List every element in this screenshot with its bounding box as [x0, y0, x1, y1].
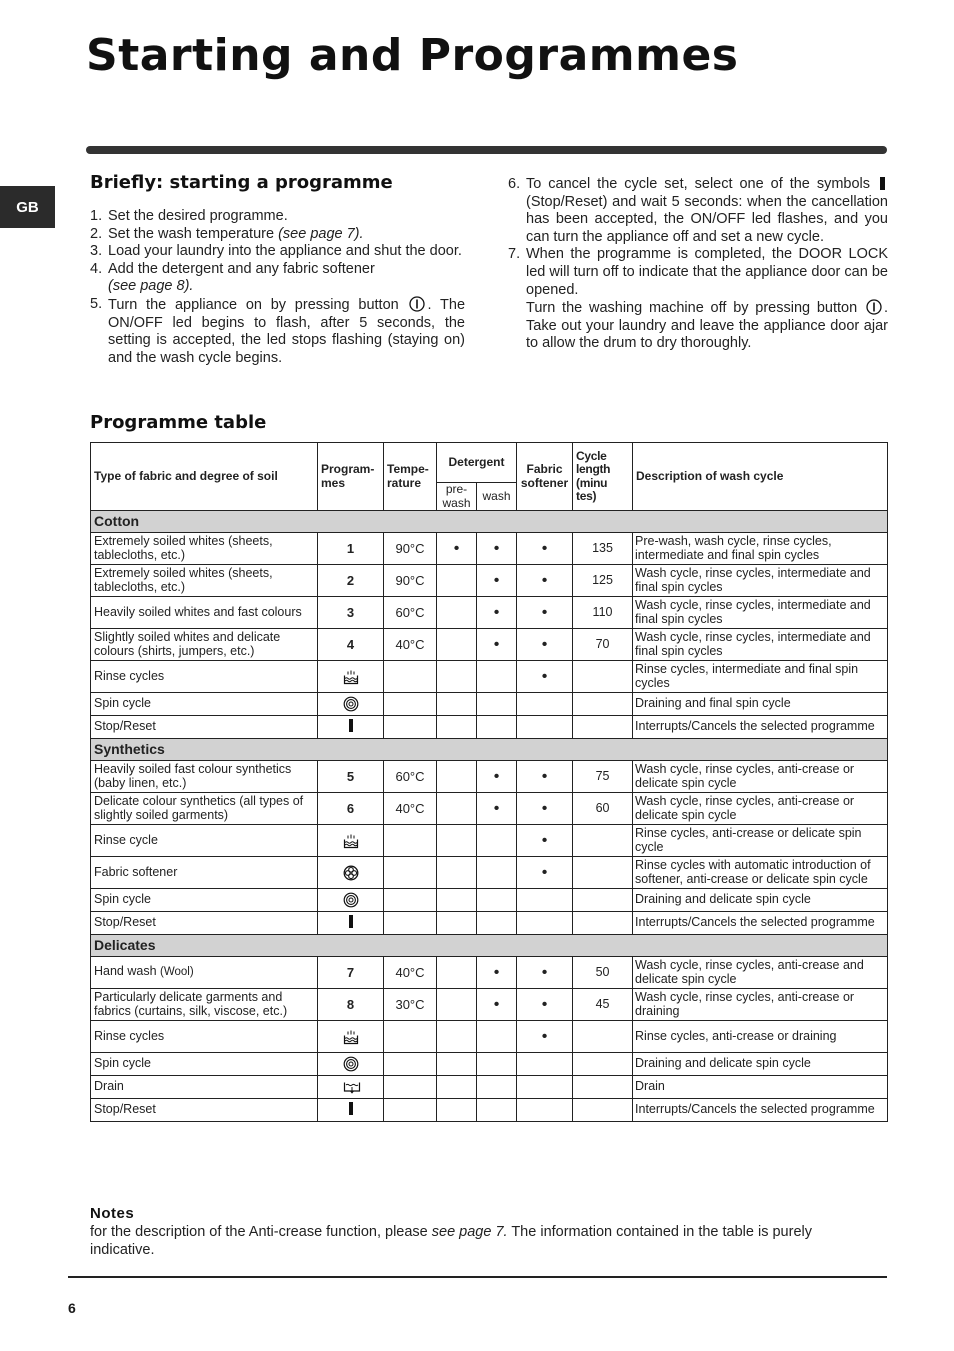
spin-icon [343, 1056, 359, 1072]
fabric-cell: Rinse cycles [91, 661, 318, 693]
softener-cell: • [517, 857, 573, 889]
table-row [91, 957, 888, 989]
softener-cell: • [517, 661, 573, 693]
language-tab: GB [0, 186, 55, 228]
programme-cell [318, 693, 384, 716]
drain-icon [343, 1079, 359, 1095]
wash-cell [477, 1099, 517, 1122]
prewash-cell [437, 761, 477, 793]
cycle-length-cell [573, 693, 633, 716]
cycle-length-cell: 125 [573, 565, 633, 597]
temperature-cell: 90°C [384, 565, 437, 597]
header-prewash: pre-wash [437, 483, 477, 511]
rinse-icon [343, 669, 359, 685]
spin-icon [343, 696, 359, 712]
temperature-cell [384, 693, 437, 716]
description-cell: Drain [633, 1076, 888, 1099]
temperature-cell: 40°C [384, 957, 437, 989]
steps-list-left [90, 208, 465, 367]
header-programmes: Program-mes [318, 443, 384, 511]
temperature-cell [384, 912, 437, 935]
temperature-cell: 60°C [384, 761, 437, 793]
temperature-cell: 40°C [384, 793, 437, 825]
softener-cell: • [517, 825, 573, 857]
steps-list-right [508, 176, 888, 353]
prewash-cell [437, 825, 477, 857]
temperature-cell [384, 1053, 437, 1076]
step-4: 4. Add the detergent and any fabric softener (see page 8). [90, 260, 375, 295]
programme-table [90, 442, 888, 1122]
table-row [91, 989, 888, 1021]
description-cell: Draining and delicate spin cycle [633, 889, 888, 912]
cycle-length-cell [573, 661, 633, 693]
fabric-cell: Heavily soiled whites and fast colours [91, 597, 318, 629]
table-row [91, 761, 888, 793]
wash-cell: • [477, 565, 517, 597]
temperature-cell: 60°C [384, 597, 437, 629]
programme-cell [318, 1099, 384, 1122]
temperature-cell [384, 1021, 437, 1053]
header-fabric-softener: Fabric softener [517, 443, 573, 511]
table-row [91, 716, 888, 739]
prewash-cell [437, 857, 477, 889]
cycle-length-cell [573, 1076, 633, 1099]
footer-rule [68, 1276, 887, 1278]
prewash-cell [437, 1076, 477, 1099]
prewash-cell [437, 889, 477, 912]
description-cell: Wash cycle, rinse cycles, anti-crease or delicate spin cycle [633, 793, 888, 825]
power-button-icon [409, 296, 425, 312]
wash-cell [477, 1021, 517, 1053]
description-cell: Rinse cycles with automatic introduction of softener, anti-crease or delicate spin cycle [633, 857, 888, 889]
briefly-right-column [508, 176, 888, 353]
rinse-icon [343, 833, 359, 849]
temperature-cell: 40°C [384, 629, 437, 661]
description-cell: Interrupts/Cancels the selected programme [633, 1099, 888, 1122]
description-cell: Draining and delicate spin cycle [633, 1053, 888, 1076]
softener-cell [517, 889, 573, 912]
temperature-cell [384, 1076, 437, 1099]
cycle-length-cell [573, 825, 633, 857]
cycle-length-cell: 70 [573, 629, 633, 661]
wash-cell [477, 661, 517, 693]
prewash-cell [437, 565, 477, 597]
section-row-cotton [91, 511, 888, 533]
table-row [91, 1099, 888, 1122]
temperature-cell: 30°C [384, 989, 437, 1021]
prewash-cell [437, 989, 477, 1021]
header-wash: wash [477, 483, 517, 511]
softener-cell: • [517, 1021, 573, 1053]
prewash-cell: • [437, 533, 477, 565]
table-row [91, 565, 888, 597]
section-title: Cotton [91, 511, 888, 533]
fabric-cell: Rinse cycles [91, 1021, 318, 1053]
wash-cell [477, 912, 517, 935]
description-cell: Interrupts/Cancels the selected programme [633, 912, 888, 935]
header-temperature: Tempe-rature [384, 443, 437, 511]
temperature-cell [384, 1099, 437, 1122]
fabric-cell: Hand wash (Wool) [91, 957, 318, 989]
description-cell: Pre-wash, wash cycle, rinse cycles, intermediate and final spin cycles [633, 533, 888, 565]
prewash-cell [437, 1021, 477, 1053]
prewash-cell [437, 693, 477, 716]
programme-cell [318, 1021, 384, 1053]
description-cell: Draining and final spin cycle [633, 693, 888, 716]
stop-reset-icon [343, 719, 359, 735]
cycle-length-cell [573, 912, 633, 935]
prewash-cell [437, 1099, 477, 1122]
section-row-synthetics [91, 739, 888, 761]
prewash-cell [437, 912, 477, 935]
temperature-cell [384, 716, 437, 739]
section-row-delicates [91, 935, 888, 957]
programme-cell: 1 [318, 533, 384, 565]
programme-cell [318, 825, 384, 857]
wash-cell [477, 716, 517, 739]
softener-cell: • [517, 761, 573, 793]
programme-cell [318, 1053, 384, 1076]
softener-cell [517, 1076, 573, 1099]
step-7: 7. When the programme is completed, the DOOR LOCK led will turn off to indicate that the appliance door can be opened. Turn the washing machine off by pressing button . Take out your laundry and leave the appliance door ajar to allow the drum to dry thoroughly. [508, 246, 888, 352]
cycle-length-cell: 110 [573, 597, 633, 629]
wash-cell: • [477, 597, 517, 629]
wash-cell: • [477, 629, 517, 661]
description-cell: Wash cycle, rinse cycles, anti-crease and delicate spin cycle [633, 957, 888, 989]
wash-cell [477, 857, 517, 889]
header-fabric: Type of fabric and degree of soil [91, 443, 318, 511]
programme-cell [318, 716, 384, 739]
fabric-cell: Spin cycle [91, 1053, 318, 1076]
programme-cell [318, 857, 384, 889]
softener-cell: • [517, 565, 573, 597]
temperature-cell [384, 825, 437, 857]
wash-cell: • [477, 957, 517, 989]
description-cell: Rinse cycles, anti-crease or delicate spin cycle [633, 825, 888, 857]
page-title: Starting and Programmes [86, 30, 739, 81]
fabric-cell: Rinse cycle [91, 825, 318, 857]
fabric-cell: Drain [91, 1076, 318, 1099]
title-rule [86, 146, 887, 154]
description-cell: Wash cycle, rinse cycles, intermediate and final spin cycles [633, 565, 888, 597]
softener-cell [517, 912, 573, 935]
fabric-cell: Stop/Reset [91, 716, 318, 739]
description-cell: Wash cycle, rinse cycles, anti-crease or delicate spin cycle [633, 761, 888, 793]
wash-cell: • [477, 989, 517, 1021]
table-row [91, 597, 888, 629]
header-detergent: Detergent [437, 443, 517, 483]
notes [90, 1205, 880, 1259]
table-row [91, 1076, 888, 1099]
fabric-softener-icon [343, 865, 359, 881]
fabric-cell: Spin cycle [91, 889, 318, 912]
temperature-cell [384, 857, 437, 889]
cycle-length-cell [573, 889, 633, 912]
fabric-cell: Slightly soiled whites and delicate colours (shirts, jumpers, etc.) [91, 629, 318, 661]
stop-reset-icon [880, 177, 885, 190]
softener-cell: • [517, 957, 573, 989]
programme-cell: 6 [318, 793, 384, 825]
table-row [91, 661, 888, 693]
description-cell: Rinse cycles, intermediate and final spin cycles [633, 661, 888, 693]
prewash-cell [437, 629, 477, 661]
table-row [91, 825, 888, 857]
programme-cell [318, 912, 384, 935]
prewash-cell [437, 597, 477, 629]
temperature-cell [384, 661, 437, 693]
table-row [91, 889, 888, 912]
cycle-length-cell: 45 [573, 989, 633, 1021]
softener-cell [517, 716, 573, 739]
temperature-cell: 90°C [384, 533, 437, 565]
programme-table-body [91, 511, 888, 1122]
description-cell: Wash cycle, rinse cycles, anti-crease or draining [633, 989, 888, 1021]
step-1: 1. Set the desired programme. [90, 208, 288, 224]
programme-cell: 8 [318, 989, 384, 1021]
wash-cell: • [477, 761, 517, 793]
wash-cell [477, 1076, 517, 1099]
fabric-cell: Extremely soiled whites (sheets, tablecloths, etc.) [91, 533, 318, 565]
programme-table-heading: Programme table [90, 412, 267, 433]
cycle-length-cell [573, 857, 633, 889]
notes-title: Notes [90, 1205, 135, 1222]
prewash-cell [437, 1053, 477, 1076]
description-cell: Rinse cycles, anti-crease or draining [633, 1021, 888, 1053]
cycle-length-cell [573, 716, 633, 739]
description-cell: Wash cycle, rinse cycles, intermediate and final spin cycles [633, 629, 888, 661]
table-row [91, 912, 888, 935]
header-cycle-length: Cycle length (minu tes) [573, 443, 633, 511]
programme-cell: 4 [318, 629, 384, 661]
briefly-left-column [90, 172, 465, 367]
softener-cell: • [517, 793, 573, 825]
wash-cell [477, 693, 517, 716]
prewash-cell [437, 661, 477, 693]
cycle-length-cell: 60 [573, 793, 633, 825]
table-row [91, 693, 888, 716]
stop-reset-icon [343, 915, 359, 931]
prewash-cell [437, 957, 477, 989]
step-2: 2. Set the wash temperature (see page 7). [90, 225, 364, 242]
cycle-length-cell: 135 [573, 533, 633, 565]
fabric-cell: Fabric softener [91, 857, 318, 889]
programme-cell: 5 [318, 761, 384, 793]
description-cell: Wash cycle, rinse cycles, intermediate and final spin cycles [633, 597, 888, 629]
rinse-icon [343, 1029, 359, 1045]
programme-cell [318, 1076, 384, 1099]
fabric-cell: Extremely soiled whites (sheets, tablecloths, etc.) [91, 565, 318, 597]
table-row [91, 793, 888, 825]
header-description: Description of wash cycle [633, 443, 888, 511]
fabric-cell: Stop/Reset [91, 912, 318, 935]
cycle-length-cell: 50 [573, 957, 633, 989]
table-row [91, 857, 888, 889]
programme-cell: 7 [318, 957, 384, 989]
programme-cell: 3 [318, 597, 384, 629]
fabric-cell: Stop/Reset [91, 1099, 318, 1122]
wash-cell [477, 889, 517, 912]
cycle-length-cell: 75 [573, 761, 633, 793]
step-5: 5. Turn the appliance on by pressing button . The ON/OFF led begins to flash, after 5 seconds, the setting is accepted, the led stops flashing (staying on) and the wash cycle begins. [90, 295, 466, 366]
fabric-cell: Heavily soiled fast colour synthetics (baby linen, etc.) [91, 761, 318, 793]
prewash-cell [437, 793, 477, 825]
table-row [91, 629, 888, 661]
cycle-length-cell [573, 1053, 633, 1076]
wash-cell [477, 825, 517, 857]
programme-cell [318, 889, 384, 912]
softener-cell [517, 1053, 573, 1076]
cycle-length-cell [573, 1099, 633, 1122]
wash-cell: • [477, 533, 517, 565]
softener-cell: • [517, 597, 573, 629]
section-title: Delicates [91, 935, 888, 957]
softener-cell [517, 1099, 573, 1122]
fabric-cell: Spin cycle [91, 693, 318, 716]
programme-cell [318, 661, 384, 693]
programme-cell: 2 [318, 565, 384, 597]
softener-cell: • [517, 533, 573, 565]
fabric-cell: Delicate colour synthetics (all types of slightly soiled garments) [91, 793, 318, 825]
briefly-heading: Briefly: starting a programme [90, 172, 393, 193]
wash-cell [477, 1053, 517, 1076]
cycle-length-cell [573, 1021, 633, 1053]
description-cell: Interrupts/Cancels the selected programme [633, 716, 888, 739]
table-row [91, 1021, 888, 1053]
page-number: 6 [68, 1300, 76, 1316]
table-row [91, 1053, 888, 1076]
wash-cell: • [477, 793, 517, 825]
softener-cell: • [517, 629, 573, 661]
spin-icon [343, 892, 359, 908]
stop-reset-icon [343, 1102, 359, 1118]
softener-cell: • [517, 989, 573, 1021]
temperature-cell [384, 889, 437, 912]
section-title: Synthetics [91, 739, 888, 761]
table-row [91, 533, 888, 565]
step-6: 6. To cancel the cycle set, select one of the symbols (Stop/Reset) and wait 5 seconds: when the cancellation has been accepted, the ON/OFF led flashes, and you can turn the appliance off and set a new cycle. [508, 176, 888, 245]
prewash-cell [437, 716, 477, 739]
fabric-cell: Particularly delicate garments and fabrics (curtains, silk, viscose, etc.) [91, 989, 318, 1021]
power-button-icon [866, 299, 882, 315]
notes-text: for the description of the Anti-crease function, please see page 7. The information contained in the table is purely indicative. [90, 1224, 812, 1258]
step-3: 3. Load your laundry into the appliance and shut the door. [90, 243, 462, 260]
softener-cell [517, 693, 573, 716]
